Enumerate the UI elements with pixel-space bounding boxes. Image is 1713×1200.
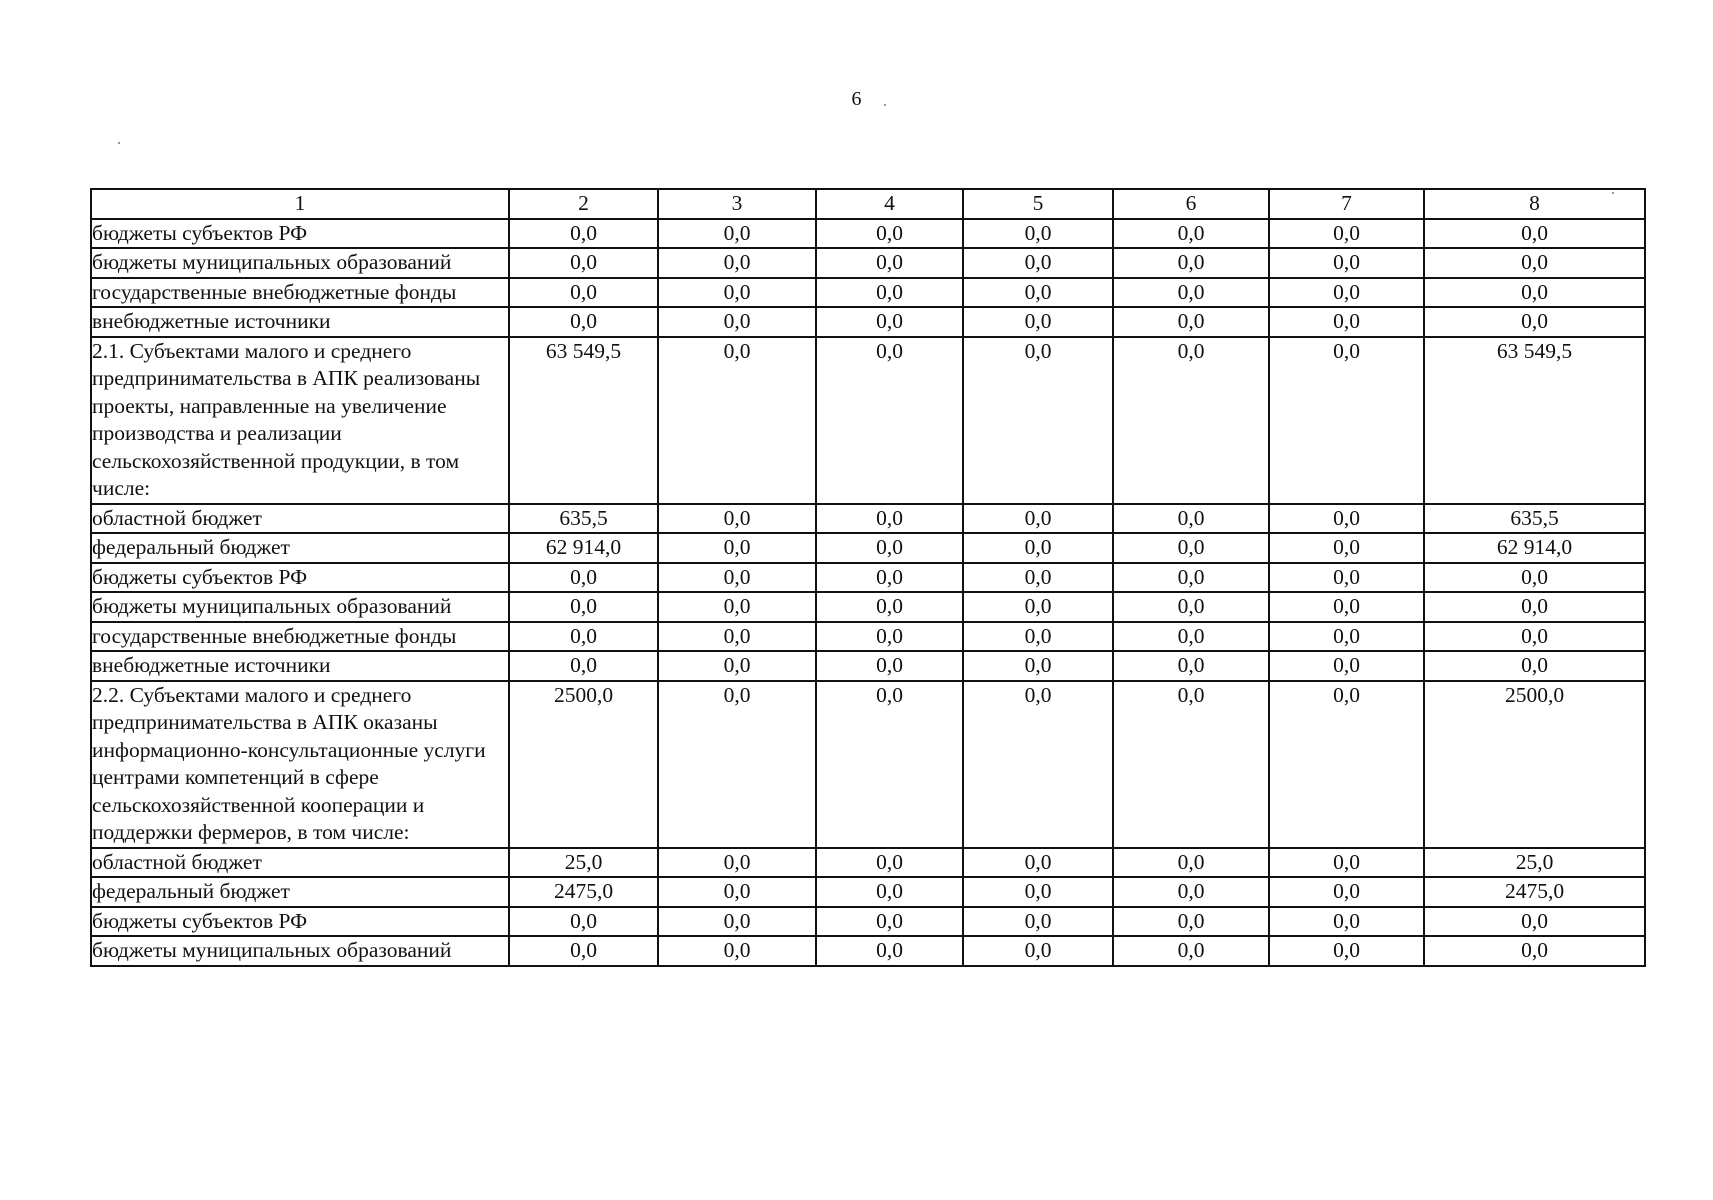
value-cell-col-4: 0,0 — [816, 907, 963, 937]
value-cell-col-6: 0,0 — [1113, 533, 1269, 563]
section-row — [91, 681, 1645, 848]
value-cell-col-5: 0,0 — [963, 307, 1113, 337]
value-cell-col-6: 0,0 — [1113, 936, 1269, 966]
value-cell-col-7: 0,0 — [1269, 936, 1424, 966]
table-body — [91, 219, 1645, 966]
column-number-1: 1 — [91, 189, 509, 219]
value-cell-col-6: 0,0 — [1113, 877, 1269, 907]
value-cell-col-3: 0,0 — [658, 936, 816, 966]
value-cell-col-7: 0,0 — [1269, 248, 1424, 278]
value-cell-col-4: 0,0 — [816, 848, 963, 878]
value-cell-col-7: 0,0 — [1269, 337, 1424, 504]
value-cell-col-3: 0,0 — [658, 592, 816, 622]
value-cell-col-6: 0,0 — [1113, 848, 1269, 878]
value-cell-col-3: 0,0 — [658, 337, 816, 504]
funding-source-label: федеральный бюджет — [91, 533, 509, 563]
budget-table — [90, 188, 1646, 967]
funding-source-row — [91, 563, 1645, 593]
funding-source-label: областной бюджет — [91, 504, 509, 534]
value-cell-col-5: 0,0 — [963, 278, 1113, 308]
value-cell-col-6: 0,0 — [1113, 592, 1269, 622]
value-cell-col-3: 0,0 — [658, 504, 816, 534]
value-cell-col-7: 0,0 — [1269, 504, 1424, 534]
value-cell-col-6: 0,0 — [1113, 278, 1269, 308]
value-cell-col-4: 0,0 — [816, 307, 963, 337]
value-cell-col-4: 0,0 — [816, 681, 963, 848]
value-cell-col-3: 0,0 — [658, 681, 816, 848]
value-cell-col-8: 0,0 — [1424, 622, 1645, 652]
value-cell-col-2: 0,0 — [509, 219, 658, 249]
value-cell-col-7: 0,0 — [1269, 278, 1424, 308]
funding-source-row — [91, 848, 1645, 878]
section-row — [91, 337, 1645, 504]
value-cell-col-6: 0,0 — [1113, 337, 1269, 504]
value-cell-col-3: 0,0 — [658, 248, 816, 278]
value-cell-col-5: 0,0 — [963, 907, 1113, 937]
value-cell-col-8: 0,0 — [1424, 219, 1645, 249]
value-cell-col-5: 0,0 — [963, 848, 1113, 878]
value-cell-col-7: 0,0 — [1269, 219, 1424, 249]
value-cell-col-7: 0,0 — [1269, 533, 1424, 563]
value-cell-col-3: 0,0 — [658, 622, 816, 652]
column-number-6: 6 — [1113, 189, 1269, 219]
value-cell-col-8: 0,0 — [1424, 563, 1645, 593]
value-cell-col-2: 0,0 — [509, 592, 658, 622]
funding-source-label: государственные внебюджетные фонды — [91, 622, 509, 652]
value-cell-col-7: 0,0 — [1269, 622, 1424, 652]
funding-source-label: внебюджетные источники — [91, 651, 509, 681]
value-cell-col-8: 635,5 — [1424, 504, 1645, 534]
value-cell-col-2: 0,0 — [509, 563, 658, 593]
value-cell-col-7: 0,0 — [1269, 651, 1424, 681]
value-cell-col-2: 0,0 — [509, 278, 658, 308]
value-cell-col-5: 0,0 — [963, 592, 1113, 622]
value-cell-col-8: 0,0 — [1424, 936, 1645, 966]
value-cell-col-2: 62 914,0 — [509, 533, 658, 563]
funding-source-label: бюджеты муниципальных образований — [91, 592, 509, 622]
value-cell-col-2: 0,0 — [509, 936, 658, 966]
column-number-5: 5 — [963, 189, 1113, 219]
funding-source-label: бюджеты муниципальных образований — [91, 936, 509, 966]
value-cell-col-2: 2500,0 — [509, 681, 658, 848]
value-cell-col-2: 0,0 — [509, 651, 658, 681]
value-cell-col-5: 0,0 — [963, 219, 1113, 249]
value-cell-col-4: 0,0 — [816, 337, 963, 504]
value-cell-col-4: 0,0 — [816, 877, 963, 907]
funding-source-row — [91, 622, 1645, 652]
value-cell-col-8: 0,0 — [1424, 307, 1645, 337]
value-cell-col-3: 0,0 — [658, 219, 816, 249]
column-number-8: 8 — [1424, 189, 1645, 219]
value-cell-col-6: 0,0 — [1113, 622, 1269, 652]
value-cell-col-7: 0,0 — [1269, 592, 1424, 622]
value-cell-col-8: 2475,0 — [1424, 877, 1645, 907]
scan-speck — [884, 104, 886, 106]
value-cell-col-2: 0,0 — [509, 248, 658, 278]
value-cell-col-4: 0,0 — [816, 533, 963, 563]
value-cell-col-7: 0,0 — [1269, 563, 1424, 593]
value-cell-col-2: 635,5 — [509, 504, 658, 534]
value-cell-col-3: 0,0 — [658, 563, 816, 593]
value-cell-col-2: 63 549,5 — [509, 337, 658, 504]
value-cell-col-8: 0,0 — [1424, 248, 1645, 278]
value-cell-col-4: 0,0 — [816, 219, 963, 249]
funding-source-row — [91, 936, 1645, 966]
funding-source-row — [91, 592, 1645, 622]
value-cell-col-8: 0,0 — [1424, 907, 1645, 937]
funding-source-label: федеральный бюджет — [91, 877, 509, 907]
column-number-3: 3 — [658, 189, 816, 219]
value-cell-col-3: 0,0 — [658, 848, 816, 878]
funding-source-row — [91, 278, 1645, 308]
funding-source-row — [91, 651, 1645, 681]
value-cell-col-2: 25,0 — [509, 848, 658, 878]
funding-source-row — [91, 877, 1645, 907]
value-cell-col-3: 0,0 — [658, 907, 816, 937]
funding-source-label: внебюджетные источники — [91, 307, 509, 337]
value-cell-col-4: 0,0 — [816, 278, 963, 308]
value-cell-col-6: 0,0 — [1113, 504, 1269, 534]
value-cell-col-5: 0,0 — [963, 533, 1113, 563]
value-cell-col-8: 0,0 — [1424, 278, 1645, 308]
value-cell-col-4: 0,0 — [816, 651, 963, 681]
value-cell-col-6: 0,0 — [1113, 219, 1269, 249]
section-title: 2.1. Субъектами малого и среднего предпринимательства в АПК реализованы проекты, направленные на увеличение производства и реализации сельскохозяйственной продукции, в том числе: — [91, 337, 509, 504]
value-cell-col-7: 0,0 — [1269, 907, 1424, 937]
column-number-2: 2 — [509, 189, 658, 219]
value-cell-col-4: 0,0 — [816, 592, 963, 622]
value-cell-col-6: 0,0 — [1113, 907, 1269, 937]
funding-source-row — [91, 907, 1645, 937]
funding-source-label: бюджеты субъектов РФ — [91, 907, 509, 937]
funding-source-row — [91, 307, 1645, 337]
value-cell-col-5: 0,0 — [963, 563, 1113, 593]
funding-source-row — [91, 219, 1645, 249]
value-cell-col-2: 0,0 — [509, 307, 658, 337]
value-cell-col-6: 0,0 — [1113, 248, 1269, 278]
value-cell-col-5: 0,0 — [963, 622, 1113, 652]
column-number-4: 4 — [816, 189, 963, 219]
page-number: 6 — [851, 88, 862, 110]
funding-source-row — [91, 533, 1645, 563]
value-cell-col-3: 0,0 — [658, 278, 816, 308]
funding-source-label: бюджеты муниципальных образований — [91, 248, 509, 278]
value-cell-col-7: 0,0 — [1269, 307, 1424, 337]
value-cell-col-2: 0,0 — [509, 622, 658, 652]
section-title: 2.2. Субъектами малого и среднего предпринимательства в АПК оказаны информационно-консультационные услуги центрами компетенций в сфере сельскохозяйственной кооперации и поддержки фермеров, в том числе: — [91, 681, 509, 848]
value-cell-col-3: 0,0 — [658, 307, 816, 337]
value-cell-col-4: 0,0 — [816, 563, 963, 593]
value-cell-col-5: 0,0 — [963, 504, 1113, 534]
value-cell-col-8: 0,0 — [1424, 651, 1645, 681]
value-cell-col-7: 0,0 — [1269, 681, 1424, 848]
value-cell-col-8: 2500,0 — [1424, 681, 1645, 848]
value-cell-col-4: 0,0 — [816, 248, 963, 278]
value-cell-col-6: 0,0 — [1113, 563, 1269, 593]
value-cell-col-6: 0,0 — [1113, 651, 1269, 681]
funding-source-label: бюджеты субъектов РФ — [91, 563, 509, 593]
column-number-7: 7 — [1269, 189, 1424, 219]
value-cell-col-3: 0,0 — [658, 533, 816, 563]
value-cell-col-2: 0,0 — [509, 907, 658, 937]
value-cell-col-8: 0,0 — [1424, 592, 1645, 622]
funding-source-label: государственные внебюджетные фонды — [91, 278, 509, 308]
value-cell-col-6: 0,0 — [1113, 681, 1269, 848]
scan-speck — [118, 142, 120, 144]
value-cell-col-5: 0,0 — [963, 651, 1113, 681]
value-cell-col-4: 0,0 — [816, 936, 963, 966]
funding-source-label: областной бюджет — [91, 848, 509, 878]
value-cell-col-2: 2475,0 — [509, 877, 658, 907]
value-cell-col-5: 0,0 — [963, 248, 1113, 278]
value-cell-col-8: 63 549,5 — [1424, 337, 1645, 504]
value-cell-col-8: 62 914,0 — [1424, 533, 1645, 563]
value-cell-col-5: 0,0 — [963, 936, 1113, 966]
value-cell-col-8: 25,0 — [1424, 848, 1645, 878]
value-cell-col-6: 0,0 — [1113, 307, 1269, 337]
value-cell-col-4: 0,0 — [816, 504, 963, 534]
value-cell-col-4: 0,0 — [816, 622, 963, 652]
value-cell-col-5: 0,0 — [963, 337, 1113, 504]
value-cell-col-3: 0,0 — [658, 651, 816, 681]
column-number-row — [91, 189, 1645, 219]
value-cell-col-7: 0,0 — [1269, 877, 1424, 907]
value-cell-col-7: 0,0 — [1269, 848, 1424, 878]
value-cell-col-3: 0,0 — [658, 877, 816, 907]
funding-source-label: бюджеты субъектов РФ — [91, 219, 509, 249]
funding-source-row — [91, 504, 1645, 534]
value-cell-col-5: 0,0 — [963, 681, 1113, 848]
value-cell-col-5: 0,0 — [963, 877, 1113, 907]
funding-source-row — [91, 248, 1645, 278]
